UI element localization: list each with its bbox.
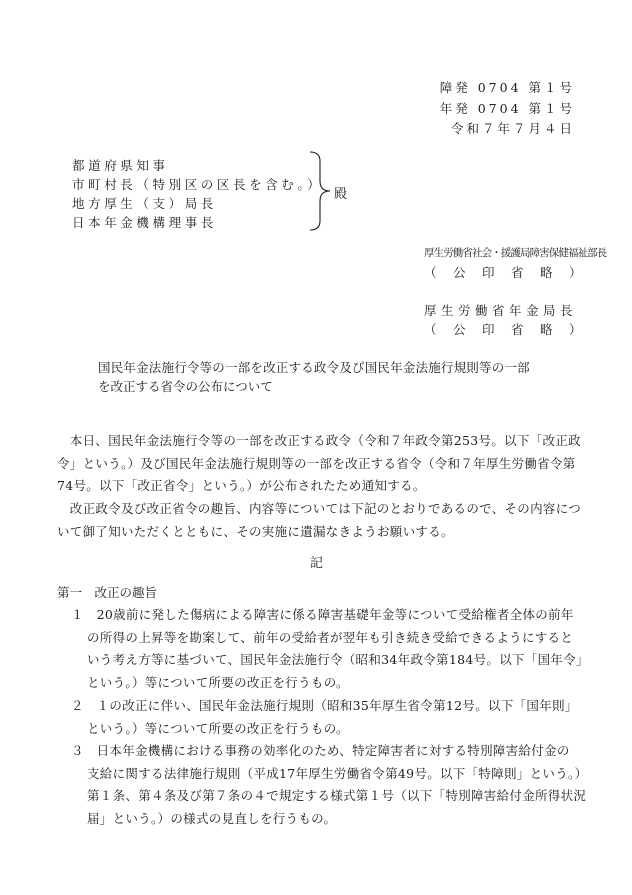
subject-line-1: 国民年金法施行令等の一部を改正する政令及び国民年金法施行規則等の一部 (98, 360, 530, 375)
document-number-2: 年発 0704 第１号 (439, 101, 575, 116)
intro-paragraph-2-line: いて御了知いただくとともに、その実施に遺漏なきようお願いする。 (57, 523, 454, 539)
document-number-1: 障発 0704 第１号 (439, 80, 575, 95)
item-3-line: 第１条、第４条及び第７条の４で規定する様式第１号（以下「特別障害給付金所得状況 (87, 788, 587, 804)
honorific: 殿 (334, 187, 348, 202)
item-1-line: という。）等について所要の改正を行うもの。 (87, 675, 349, 691)
ki-label: 記 (310, 556, 324, 571)
item-3-line: 届」という。）の様式の見直しを行うもの。 (87, 811, 337, 827)
intro-paragraph-1-line: 本日、国民年金法施行令等の一部を改正する政令（令和７年政令第253号。以下「改正政 (57, 433, 581, 448)
intro-paragraph-1-line: 74号。以下「改正省令」という。）が公布されたため通知する。 (57, 478, 426, 494)
recipient-regional-bureau-director: 地方厚生（支）局長 (72, 196, 217, 211)
item-3-line: 支給に関する法律施行規則（平成17年厚生労働省令第49号。以下「特障則」という。） (87, 765, 588, 781)
sender-2-seal: （ 公 印 省 略 ） (424, 322, 584, 337)
sender-1-seal: （ 公 印 省 略 ） (424, 265, 584, 280)
subject-line-2: を改正する省令の公布について (98, 379, 273, 394)
intro-paragraph-2-line: 改正政令及び改正省令の趣旨、内容等については下記のとおりであるので、その内容につ (57, 501, 582, 516)
recipient-municipal-mayor: 市町村長（特別区の区長を含む。） (72, 177, 324, 192)
sender-1-title: 厚生労働省社会・援護局障害保健福祉部長 (424, 247, 607, 259)
section-1-heading: 第一 改正の趣旨 (57, 585, 158, 600)
item-3 (71, 740, 588, 831)
document-date: 令和７年７月４日 (450, 121, 575, 136)
recipient-brace (308, 151, 334, 231)
intro-paragraph-2 (57, 498, 582, 543)
item-1-line: いう考え方等に基づいて、国民年金法施行令（昭和34年政令第184号。以下「国年令」 (87, 652, 589, 668)
item-2 (71, 695, 582, 740)
recipient-pension-organization-president: 日本年金機構理事長 (72, 215, 217, 230)
intro-paragraph-1-line: 令」という。）及び国民年金法施行規則等の一部を改正する省令（令和７年厚生労働省令第 (57, 455, 576, 471)
item-2-line: ２ １の改正に伴い、国民年金法施行規則（昭和35年厚生省令第12号。以下「国年則」 (71, 698, 578, 713)
item-3-line: ３ 日本年金機構における事務の効率化のため、特定障害者に対する特別障害給付金の (71, 743, 570, 758)
recipient-prefectural-governor: 都道府県知事 (72, 158, 169, 173)
sender-2-title: 厚生労働省年金局長 (424, 303, 578, 318)
item-2-line: という。）等について所要の改正を行うもの。 (87, 720, 349, 736)
intro-paragraph-1 (57, 430, 582, 498)
item-1 (71, 604, 589, 695)
item-1-line: の所得の上昇等を勘案して、前年の受給者が翌年も引き続き受給できるようにすると (87, 629, 574, 645)
item-1-line: １ 20歳前に発した傷病による障害に係る障害基礎年金等について受給権者全体の前年 (71, 607, 574, 622)
